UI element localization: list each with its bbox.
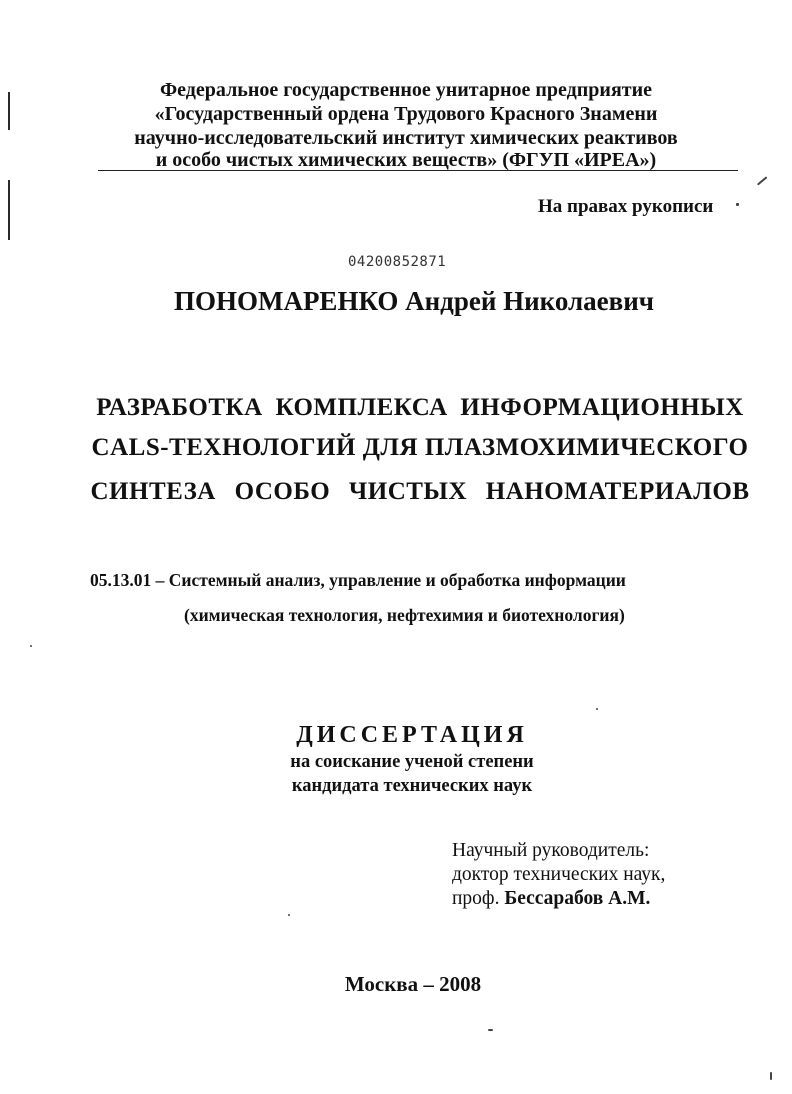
scan-speck: [770, 1072, 772, 1080]
supervisor-label: Научный руководитель:: [452, 840, 650, 861]
supervisor-degree: доктор технических наук,: [452, 864, 666, 885]
organization-line-4: и особо чистых химических веществ» (ФГУП «ИРЕА»): [155, 149, 657, 171]
author-name: ПОНОМАРЕНКО Андрей Николаевич: [173, 286, 655, 316]
header-underline: [98, 170, 738, 171]
supervisor-title: проф.: [452, 888, 500, 909]
scan-speck: [736, 203, 739, 206]
supervisor-name: Бессарабов А.М.: [504, 888, 651, 909]
scan-speck: [757, 176, 767, 185]
title-line-3: СИНТЕЗА ОСОБО ЧИСТЫХ НАНОМАТЕРИАЛОВ: [90, 478, 750, 505]
organization-line-3: научно-исследовательский институт химических реактивов: [134, 127, 678, 149]
scan-speck: [488, 1029, 493, 1031]
organization-line-2: «Государственный ордена Трудового Красного Знамени: [154, 103, 658, 125]
title-line-1: РАЗРАБОТКА КОМПЛЕКСА ИНФОРМАЦИОННЫХ: [96, 394, 744, 421]
title-line-2: CALS-ТЕХНОЛОГИЙ ДЛЯ ПЛАЗМОХИМИЧЕСКОГО: [91, 434, 749, 461]
city-year: Москва – 2008: [344, 972, 482, 996]
work-type-heading: ДИССЕРТАЦИЯ: [296, 722, 528, 748]
scan-margin-mark: [8, 180, 10, 240]
supervisor-name-line: [452, 888, 650, 910]
scan-speck: [30, 645, 32, 647]
organization-line-1: Федеральное государственное унитарное предприятие: [160, 79, 652, 101]
specialty-field: (химическая технология, нефтехимия и биотехнология): [184, 605, 625, 625]
specialty-code: 05.13.01 – Системный анализ, управление и обработка информации: [90, 570, 626, 590]
rights-note: На правах рукописи: [538, 196, 714, 217]
degree-line-1: на соискание ученой степени: [290, 752, 534, 772]
scan-speck: [596, 708, 598, 710]
scan-speck: [288, 914, 290, 916]
degree-line-2: кандидата технических наук: [291, 776, 533, 796]
registration-number: 04200852871: [348, 254, 447, 270]
